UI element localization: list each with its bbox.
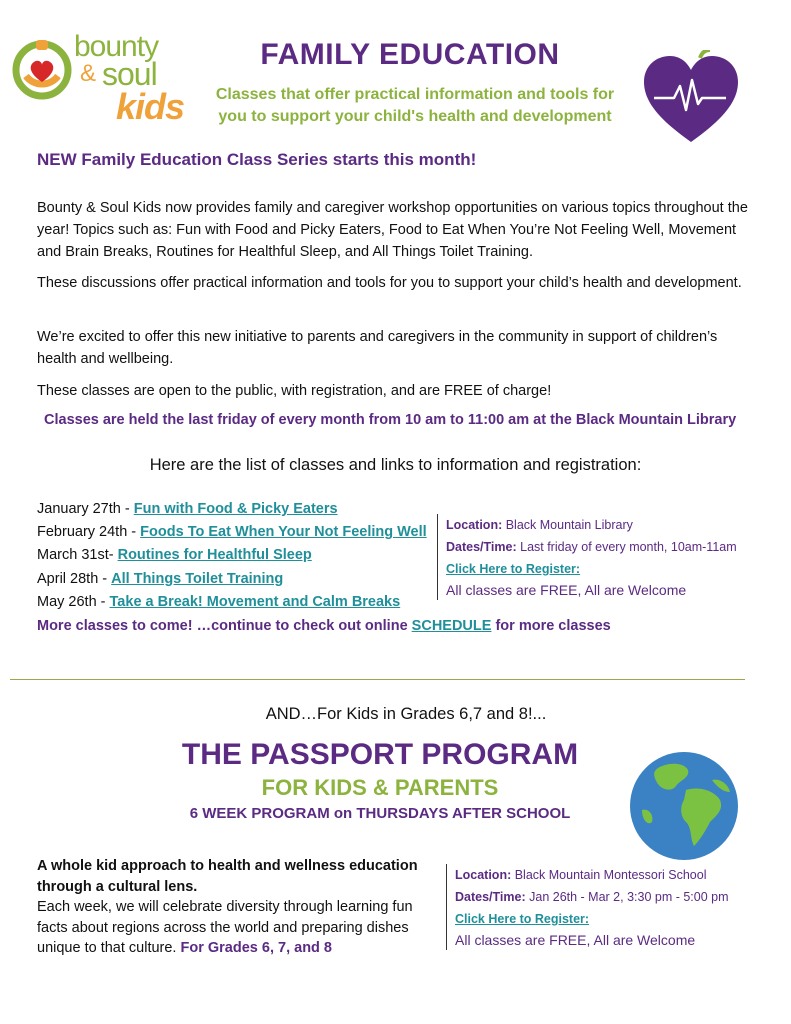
schedule-date: April 28th - xyxy=(37,570,112,587)
intro-paragraph-1: Bounty & Soul Kids now provides family and caregiver workshop opportunities on various topics throughout the year! Topics such as: Fun with Food and Picky Eaters, Food to Eat When You’re Not Feeling Well, Movement and Brain Breaks, Routines for Healthful Sleep, and All Things Toilet Training. xyxy=(37,200,748,260)
passport-desc-grades: For Grades 6, 7, and 8 xyxy=(180,940,332,956)
class-link-calm-breaks[interactable]: Take a Break! Movement and Calm Breaks xyxy=(109,593,401,610)
datetime-value: Jan 26th - Mar 2, 3:30 pm - 5:00 pm xyxy=(525,890,729,904)
location-line xyxy=(446,514,776,536)
register-link[interactable]: Click Here to Register: xyxy=(446,562,581,576)
schedule-item xyxy=(37,591,437,614)
schedule-item xyxy=(37,498,437,521)
family-class-info xyxy=(437,514,776,600)
page-subtitle xyxy=(200,84,630,128)
datetime-label: Dates/Time: xyxy=(446,540,517,554)
logo-ampersand: & xyxy=(80,60,97,87)
datetime-label: Dates/Time: xyxy=(455,890,526,904)
free-note: All classes are FREE, All are Welcome xyxy=(446,582,687,598)
datetime-value: Last friday of every month, 10am-11am xyxy=(516,540,737,554)
passport-desc-lead: A whole kid approach to health and wellness education through a cultural lens. xyxy=(37,858,418,895)
globe-icon xyxy=(628,750,740,862)
intro-paragraph-2: These discussions offer practical information and tools for you to support your child’s health and development. xyxy=(37,275,742,291)
subtitle-line-1: Classes that offer practical information and tools for xyxy=(215,86,615,103)
more-classes-text: More classes to come! …continue to check out online xyxy=(37,618,412,634)
logo-word-soul: soul xyxy=(102,56,157,92)
class-schedule-list xyxy=(37,498,437,614)
schedule-link[interactable]: SCHEDULE xyxy=(411,618,492,634)
page-title: FAMILY EDUCATION xyxy=(260,38,560,71)
logo-word-kids: kids xyxy=(116,86,185,127)
location-label: Location: xyxy=(455,868,512,882)
bounty-soul-kids-logo xyxy=(12,30,202,130)
location-value: Black Mountain Library xyxy=(502,518,633,532)
subtitle-line-2: you to support your child's health and development xyxy=(218,108,612,125)
location-line xyxy=(455,864,765,886)
register-link[interactable]: Click Here to Register: xyxy=(455,912,590,926)
passport-subtitle: FOR KIDS & PARENTS xyxy=(261,775,499,800)
schedule-date: January 27th - xyxy=(37,501,134,517)
datetime-line xyxy=(455,886,765,908)
heartbeat-heart-icon xyxy=(640,50,742,146)
more-classes-note xyxy=(37,618,611,634)
passport-desc-body: Each week, we will celebrate diversity through learning fun facts about regions across the world and preparing dishes unique to that culture. xyxy=(37,899,413,956)
class-link-fun-with-food[interactable]: Fun with Food & Picky Eaters xyxy=(133,501,338,517)
schedule-date: February 24th - xyxy=(37,524,141,541)
logo-word-bounty: bounty xyxy=(74,30,159,63)
class-link-not-feeling-well[interactable]: Foods To Eat When Your Not Feeling Well xyxy=(140,524,427,541)
intro-paragraph-3: We’re excited to offer this new initiative to parents and caregivers in the community in support of children’s health and wellbeing. xyxy=(37,329,718,367)
logo-heart-icon xyxy=(12,36,82,106)
datetime-line xyxy=(446,536,776,558)
schedule-date: May 26th - xyxy=(37,593,110,610)
intro-paragraph-4: These classes are open to the public, with registration, and are FREE of charge! xyxy=(37,383,552,399)
series-heading: NEW Family Education Class Series starts this month! xyxy=(37,150,477,169)
schedule-item xyxy=(37,568,437,591)
passport-description xyxy=(37,856,442,959)
more-classes-suffix: for more classes xyxy=(491,618,611,634)
class-list-intro: Here are the list of classes and links to information and registration: xyxy=(149,456,642,474)
location-label: Location: xyxy=(446,518,503,532)
schedule-item xyxy=(37,544,437,567)
class-link-toilet-training[interactable]: All Things Toilet Training xyxy=(111,570,284,587)
passport-class-info xyxy=(446,864,765,950)
classes-held-note: Classes are held the last friday of every month from 10 am to 11:00 am at the Black Mountain Library xyxy=(44,412,737,428)
and-for-kids-heading: AND…For Kids in Grades 6,7 and 8!... xyxy=(265,705,547,723)
location-value: Black Mountain Montessori School xyxy=(511,868,707,882)
schedule-item xyxy=(37,521,437,544)
schedule-date: March 31st- xyxy=(37,547,118,564)
class-link-healthful-sleep[interactable]: Routines for Healthful Sleep xyxy=(117,547,312,564)
free-note: All classes are FREE, All are Welcome xyxy=(455,932,696,948)
passport-schedule: 6 WEEK PROGRAM on THURSDAYS AFTER SCHOOL xyxy=(189,805,571,822)
section-divider xyxy=(10,679,745,680)
passport-title: THE PASSPORT PROGRAM xyxy=(181,738,579,771)
